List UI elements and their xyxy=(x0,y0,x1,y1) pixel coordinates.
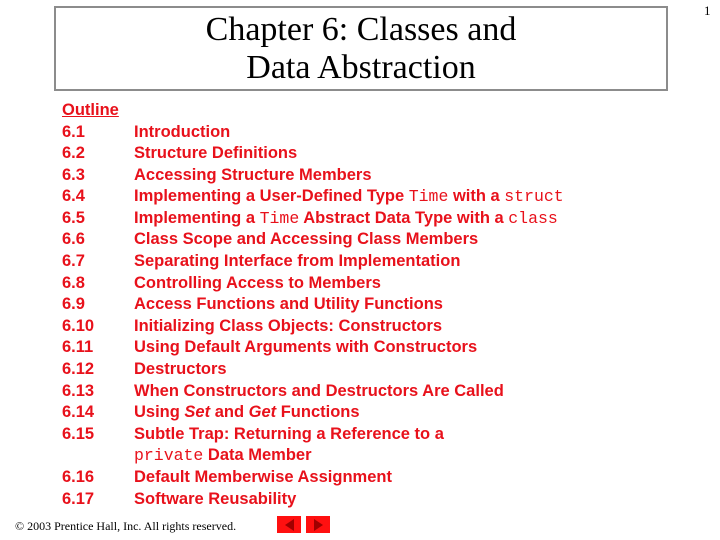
outline-item xyxy=(62,424,564,446)
code-keyword: Time xyxy=(408,187,449,207)
outline-item-number xyxy=(62,445,134,467)
outline-item xyxy=(62,208,564,230)
outline-item-title xyxy=(134,489,296,511)
outline-item-title xyxy=(134,273,381,295)
title-text: Implementing a xyxy=(134,208,260,227)
title-text: Controlling Access to Members xyxy=(134,273,381,292)
outline-item-title xyxy=(134,316,442,338)
previous-slide-button[interactable] xyxy=(277,516,301,533)
outline-item xyxy=(62,316,564,338)
title-text: Data Member xyxy=(203,446,312,465)
title-text: Class Scope and Accessing Class Members xyxy=(134,230,479,249)
outline-item xyxy=(62,273,564,295)
title-text: Initializing Class Objects: Constructors xyxy=(134,316,443,335)
outline-item xyxy=(62,165,564,187)
outline-item xyxy=(62,445,564,467)
triangle-right-icon xyxy=(314,519,323,531)
outline-item-number: 6.5 xyxy=(62,208,85,227)
title-text: Abstract Data Type with a xyxy=(299,208,509,227)
title-text: Subtle Trap: Returning a Reference to a xyxy=(134,424,444,443)
outline-item-title xyxy=(134,229,478,251)
title-text: When Constructors and Destructors Are Called xyxy=(134,381,504,400)
outline-item-number: 6.11 xyxy=(62,338,94,357)
outline-item-title xyxy=(134,359,227,381)
code-keyword: Time xyxy=(259,208,300,228)
copyright-footer: © 2003 Prentice Hall, Inc. All rights reserved. xyxy=(15,519,237,533)
outline-item-title xyxy=(134,186,564,208)
page-number: 1 xyxy=(704,3,711,18)
title-text: Set xyxy=(184,403,211,422)
title-text: Implementing a User-Defined Type xyxy=(134,187,409,206)
title-text: Structure Definitions xyxy=(134,144,298,163)
title-text: with a xyxy=(448,187,505,206)
outline-item xyxy=(62,359,564,381)
outline-item-number: 6.6 xyxy=(62,230,85,249)
title-text: Software Reusability xyxy=(134,489,297,508)
outline-item-title xyxy=(134,424,444,446)
outline-item-number: 6.13 xyxy=(62,381,95,400)
triangle-left-icon xyxy=(285,519,294,531)
outline-item xyxy=(62,229,564,251)
outline-heading: Outline xyxy=(62,101,119,119)
outline-item-number: 6.12 xyxy=(62,360,95,379)
outline-item-number: 6.17 xyxy=(62,489,95,508)
title-text: Functions xyxy=(276,403,360,422)
outline-item-title xyxy=(134,445,312,467)
slide-title-box xyxy=(54,6,668,91)
outline-item-number: 6.1 xyxy=(62,122,85,141)
outline-item-number: 6.16 xyxy=(62,468,95,486)
title-text: Destructors xyxy=(134,360,227,379)
outline-item-number: 6.8 xyxy=(62,273,85,292)
outline-item-title xyxy=(134,381,504,403)
outline-item-number: 6.7 xyxy=(62,252,85,271)
outline-item xyxy=(62,251,564,273)
outline-item xyxy=(62,186,564,208)
outline-item-title xyxy=(134,165,372,187)
outline-item-title xyxy=(134,208,558,230)
outline-item-title xyxy=(134,143,297,165)
title-text: Using xyxy=(134,403,185,422)
outline-item-title xyxy=(134,294,443,316)
outline-item-number: 6.15 xyxy=(62,424,95,443)
title-text: Accessing Structure Members xyxy=(134,165,372,184)
title-text: Introduction xyxy=(134,122,231,141)
outline-item xyxy=(62,143,564,165)
next-slide-button[interactable] xyxy=(306,516,330,533)
outline-item-number: 6.4 xyxy=(62,187,85,206)
title-text: Using Default Arguments with Constructors xyxy=(134,338,478,357)
title-text: Get xyxy=(248,403,277,422)
outline-item-number: 6.14 xyxy=(62,403,95,422)
outline-item-number: 6.9 xyxy=(62,295,85,314)
outline-item-number: 6.2 xyxy=(62,144,85,163)
title-text: Default Memberwise Assignment xyxy=(134,468,392,486)
outline-item-title xyxy=(134,402,360,424)
outline-list xyxy=(62,122,564,511)
outline-item-number: 6.3 xyxy=(62,165,85,184)
code-keyword: private xyxy=(134,446,204,466)
slide-title-line-2: Data Abstraction xyxy=(246,48,476,86)
code-keyword: class xyxy=(508,208,558,228)
title-text: Separating Interface from Implementation xyxy=(134,252,461,271)
title-text: Access Functions and Utility Functions xyxy=(134,295,443,314)
outline-item-title xyxy=(134,337,477,359)
outline-item xyxy=(62,489,564,511)
outline-item xyxy=(62,122,564,144)
outline-item-title xyxy=(134,122,230,144)
outline-item xyxy=(62,402,564,424)
outline-item-title xyxy=(134,251,460,273)
title-text: and xyxy=(210,403,249,422)
outline-item-title xyxy=(134,467,392,489)
slide-title-line-1: Chapter 6: Classes and xyxy=(205,10,517,48)
outline xyxy=(62,100,564,510)
code-keyword: struct xyxy=(504,187,564,207)
outline-item xyxy=(62,294,564,316)
outline-item xyxy=(62,381,564,403)
outline-item-number: 6.10 xyxy=(62,316,95,335)
outline-item xyxy=(62,337,564,359)
outline-item xyxy=(62,467,564,489)
